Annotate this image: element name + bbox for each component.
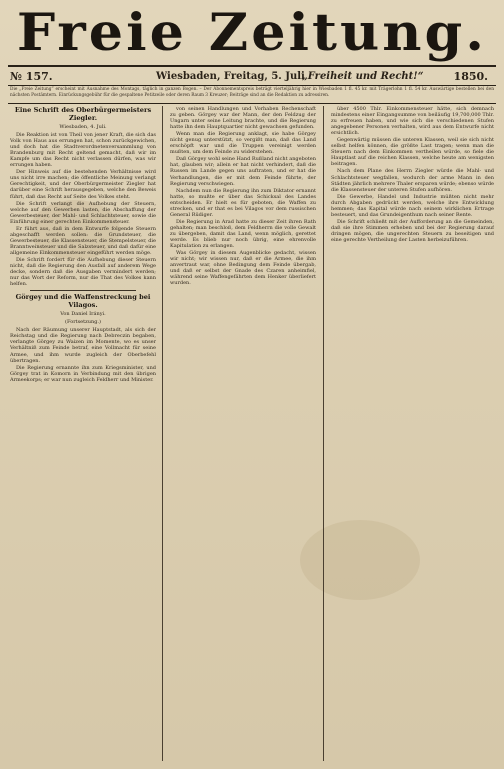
article-paragraph: Die Schrift verlangt die Aufhebung der Steuern, welche auf den Gewerben lasten, die Abschaffung der Gewerbesteuer, der Mahl- und Schlachtsteuer, sowie die Einführung einer gerechten Einkommensteuer. bbox=[10, 200, 156, 225]
article-paragraph: Die Gewerbe, Handel und Industrie müßten nicht mehr durch Abgaben gedrückt werden, welche ihre Entwicklung hemmen; das Kapital würde nach seinem wirklichen Ertrage besteuert, und das Grundeigenthum nach seiner Rente. bbox=[331, 193, 494, 218]
article-note: (Fortsetzung.) bbox=[65, 319, 101, 326]
column-top-rule bbox=[8, 103, 496, 104]
column-1 bbox=[10, 106, 156, 761]
article-paragraph: Die Reaktion ist von Theil von jener Kraft, die sich das Volk von Haus aus errungen hat, schon zurückgewichen, und doch hat die Stadtverordnetenversammlung von Brandenburg mit Recht geltend gemacht, daß wir im Kampfe um das Recht nicht verlassen dürfen, was wir errungen haben. bbox=[10, 132, 156, 169]
article-paragraph: Die Schrift schließt mit der Aufforderung an die Gemeinden, daß sie ihre Stimmen erheben und bei der Regierung darauf dringen mögen, die ungerechten Steuern zu beseitigen und eine gerechte Vertheilung der Lasten herbeizuführen. bbox=[331, 218, 494, 243]
article-paragraph: Die Regierung in Arad hatte zu dieser Zeit ihren Rath gehalten; man beschloß, dem Feldherrn die volle Gewalt zu übergeben, damit das Land, wenn möglich, gerettet werde. Es blieb nur noch übrig, eine ehrenvolle Kapitulation zu erlangen. bbox=[170, 218, 316, 250]
column-divider bbox=[162, 106, 163, 761]
column-divider bbox=[323, 106, 324, 761]
article-paragraph: Nachdem nun die Regierung ihn zum Diktator ernannt hatte, so mußte er über das Schicksal des Landes entscheiden. Er hielt es für geboten, die Waffen zu strecken, und er that es bei Vilagos vor dem russischen General Rüdiger. bbox=[170, 187, 316, 218]
article-paragraph: Die Schrift fordert für die Aufhebung dieser Steuern nicht, daß die Regierung den Ausfall auf anderem Wege decke, sondern daß die Ausgaben vermindert werden; nur das Wort der Reform, nur die That des Volkes kann helfen. bbox=[10, 256, 156, 288]
masthead-rule bbox=[8, 65, 496, 67]
article-heading-ziegler: Eine Schrift des Oberbürgermeisters Ziegler. bbox=[14, 106, 152, 122]
article-heading-goergey: Görgey und die Waffenstreckung bei Vilagos. bbox=[15, 293, 151, 309]
article-paragraph: von seinen Handlungen und Vorhaben Rechenschaft zu geben. Görgey war der Mann, der den Feldzug der Ungarn unter seine Leitung brachte, und die Regierung hatte ihn dem Hauptquartier nicht gewachsen gefunden. bbox=[170, 106, 316, 131]
issue-info-row bbox=[10, 71, 494, 83]
article-paragraph: Gegenwärtig müssen die unteren Klassen, weil sie sich nicht selbst helfen können, die größte Last tragen; wenn man die Steuern nach dem Einkommen vertheilen würde, so fiele die Hauptlast auf die reichen Klassen, welche heute am wenigsten beitragen. bbox=[331, 137, 494, 168]
column-3 bbox=[331, 106, 494, 761]
article-byline: Von Daniel Irányi. bbox=[60, 311, 106, 318]
subscription-note: Die „Freie Zeitung“ erscheint mit Ausnahme des Montags, täglich in ganzen Bogen. – Der Abonnementspreis beträgt vierteljährig hier in Wiesbaden 1 fl. 45 kr. mit Trägerlohn 1 fl. 54 kr. Auswärtige bestellen bei den nächsten Postämtern. Einrückungsgebühr für die gespaltene Petitzeile oder deren Raum 3 Kreuzer; Beiträge sind an die Redaktion zu adressiren. bbox=[10, 87, 494, 98]
article-dateline: Wiesbaden, 4. Juli. bbox=[59, 124, 107, 130]
article-paragraph: Die Regierung ernannte ihn zum Kriegsminister, und Görgey trat in Komorn in Verbindung mit den übrigen Armeekorps; er war nun zugleich Feldherr und Minister. bbox=[10, 364, 156, 383]
paper-motto: „Freiheit und Recht!“ bbox=[302, 71, 424, 82]
issue-year: 1850. bbox=[453, 70, 488, 83]
article-paragraph: Wenn man die Regierung anklagt, sie habe Görgey nicht genug unterstützt, so vergißt man, daß das Land erschöpft war und die Truppen vereinigt werden mußten, um dem Feinde zu widerstehen. bbox=[170, 131, 316, 156]
masthead-title: Freie Zeitung. bbox=[16, 1, 488, 63]
article-separator bbox=[30, 290, 136, 291]
article-paragraph: über 4500 Thlr. Einkommensteuer hätte, sich demnach mindestens einer Eingangsumme von beiläufig 19,700,000 Thlr. zu erfreuen haben, und wie sich die verschiedenen Stufen angegebener Personen verhalten, wird aus dem Entwurfe nicht ersichtlich. bbox=[331, 106, 494, 137]
issue-date: Wiesbaden, Freitag, 5. Juli bbox=[156, 71, 305, 82]
column-2 bbox=[170, 106, 316, 761]
issue-number: № 157. bbox=[10, 70, 53, 83]
article-paragraph: Was Görgey in diesem Augenblicke gedacht, wissen wir nicht; wir wissen nur, daß er die Armee, die ihm anvertraut war, ohne Bedingung dem Feinde übergab, und daß er selbst der Gnade des Czaren anheimfiel, während seine Waffengefährten dem Henker überliefert wurden. bbox=[170, 250, 316, 287]
article-paragraph: Der Hinweis auf die bestehenden Verhältnisse wird uns nicht irre machen; die öffentliche Meinung verlangt Gerechtigkeit, und der Oberbürgermeister Ziegler hat darüber eine Schrift herausgegeben, welche den Beweis führt, daß das Recht auf Seite des Volkes steht. bbox=[10, 169, 156, 200]
article-paragraph: Daß Görgey wohl seine Hand Rußland nicht angeboten hat, glauben wir; allein er hat nicht verhindert, daß die Russen im Lande gegen uns auftraten, und er hat die Verhandlungen, die er mit dem Feinde führte, der Regierung verschwiegen. bbox=[170, 156, 316, 187]
article-paragraph: Nach der Räumung unserer Hauptstadt, als sich der Reichstag und die Regierung nach Debreczin begaben, verlangte Görgey zu Waizen im Momente, wo es unser Verhältniß zum Feinde betraf, eine Vollmacht für seine Armee, und ihm wurde zugleich der Oberbefehl übertragen. bbox=[10, 327, 156, 364]
article-paragraph: Er führt aus, daß in dem Entwurfe folgende Steuern abgeschafft werden sollen: die Grundsteuer, die Gewerbesteuer, die Klassensteuer, die Stempelsteuer, die Branntweinsteuer und die Salzsteuer, und daß dafür eine allgemeine Einkommensteuer eingeführt werden möge. bbox=[10, 225, 156, 256]
info-rule bbox=[8, 85, 496, 86]
article-paragraph: Nach dem Plane des Herrn Ziegler würde die Mahl- und Schlachtsteuer wegfallen, wodurch der arme Mann in den Städten jährlich mehrere Thaler ersparen würde; ebenso würde die Klassensteuer der unteren Stufen aufhören. bbox=[331, 168, 494, 193]
